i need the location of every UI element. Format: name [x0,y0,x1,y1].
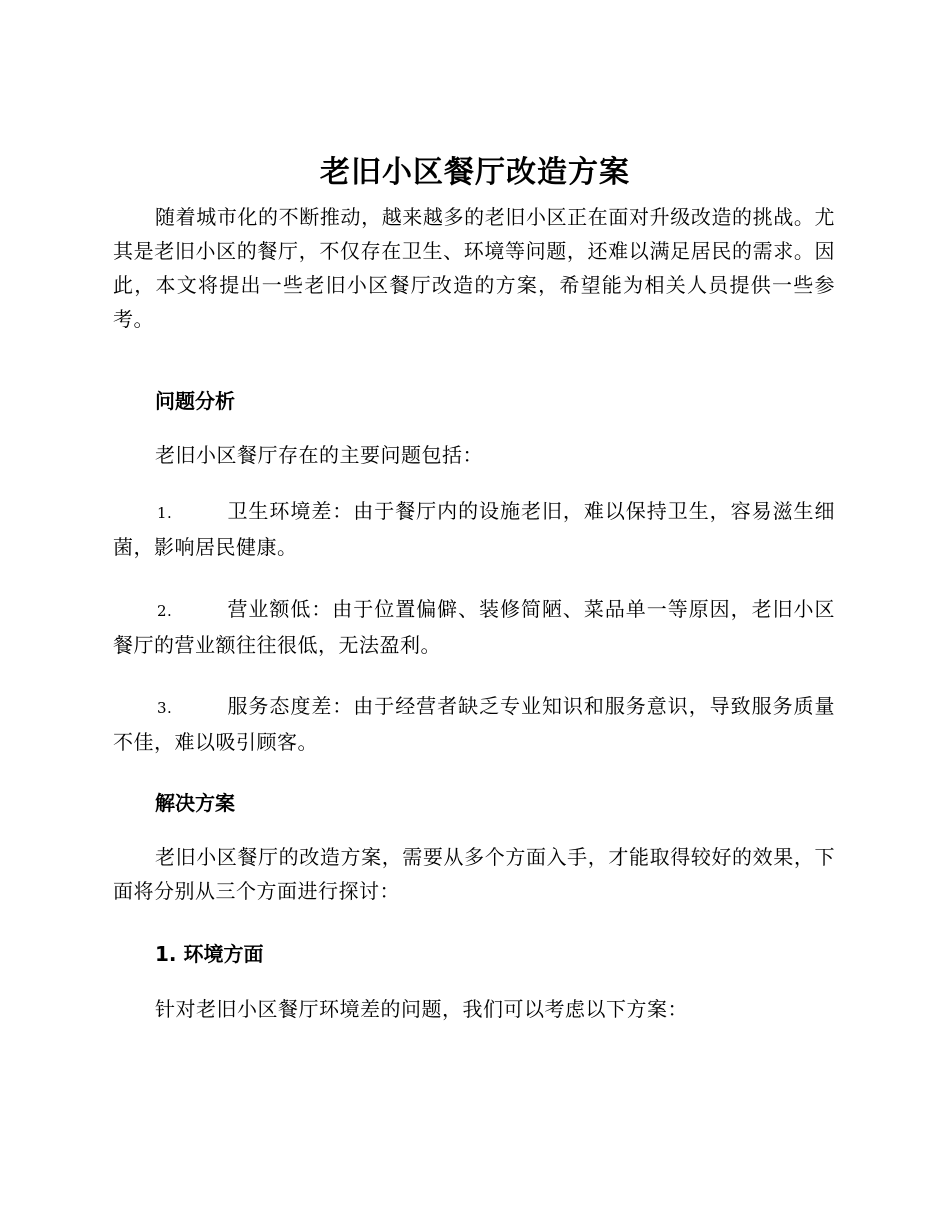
list-item-number: 3. [157,699,173,717]
environment-lead-paragraph: 针对老旧小区餐厅环境差的问题，我们可以考虑以下方案： [155,997,688,1021]
list-item [113,494,835,564]
solution-lead-paragraph: 老旧小区餐厅的改造方案，需要从多个方面入手，才能取得较好的效果，下面将分别从三个方面进行探讨： [113,845,835,903]
document-title: 老旧小区餐厅改造方案 [320,155,630,190]
subsection-heading-environment: 1. 环境方面 [155,942,264,966]
list-item-text: 服务态度差：由于经营者缺乏专业知识和服务意识，导致服务质量不佳，难以吸引顾客。 [113,694,835,754]
list-item [113,689,835,759]
intro-paragraph: 随着城市化的不断推动，越来越多的老旧小区正在面对升级改造的挑战。尤其是老旧小区的餐厅，不仅存在卫生、环境等问题，还难以满足居民的需求。因此，本文将提出一些老旧小区餐厅改造的方案，希望能为相关人员提供一些参考。 [113,205,835,331]
section-heading-solution: 解决方案 [155,791,235,815]
list-item-number: 2. [157,602,173,620]
list-item-number: 1. [157,504,173,522]
section-heading-problem-analysis: 问题分析 [155,389,235,413]
list-item-text: 卫生环境差：由于餐厅内的设施老旧，难以保持卫生，容易滋生细菌，影响居民健康。 [113,499,835,559]
list-item-text: 营业额低：由于位置偏僻、装修简陋、菜品单一等原因，老旧小区餐厅的营业额往往很低，无法盈利。 [113,597,835,657]
problem-lead-paragraph: 老旧小区餐厅存在的主要问题包括： [155,443,483,467]
list-item [113,592,835,662]
